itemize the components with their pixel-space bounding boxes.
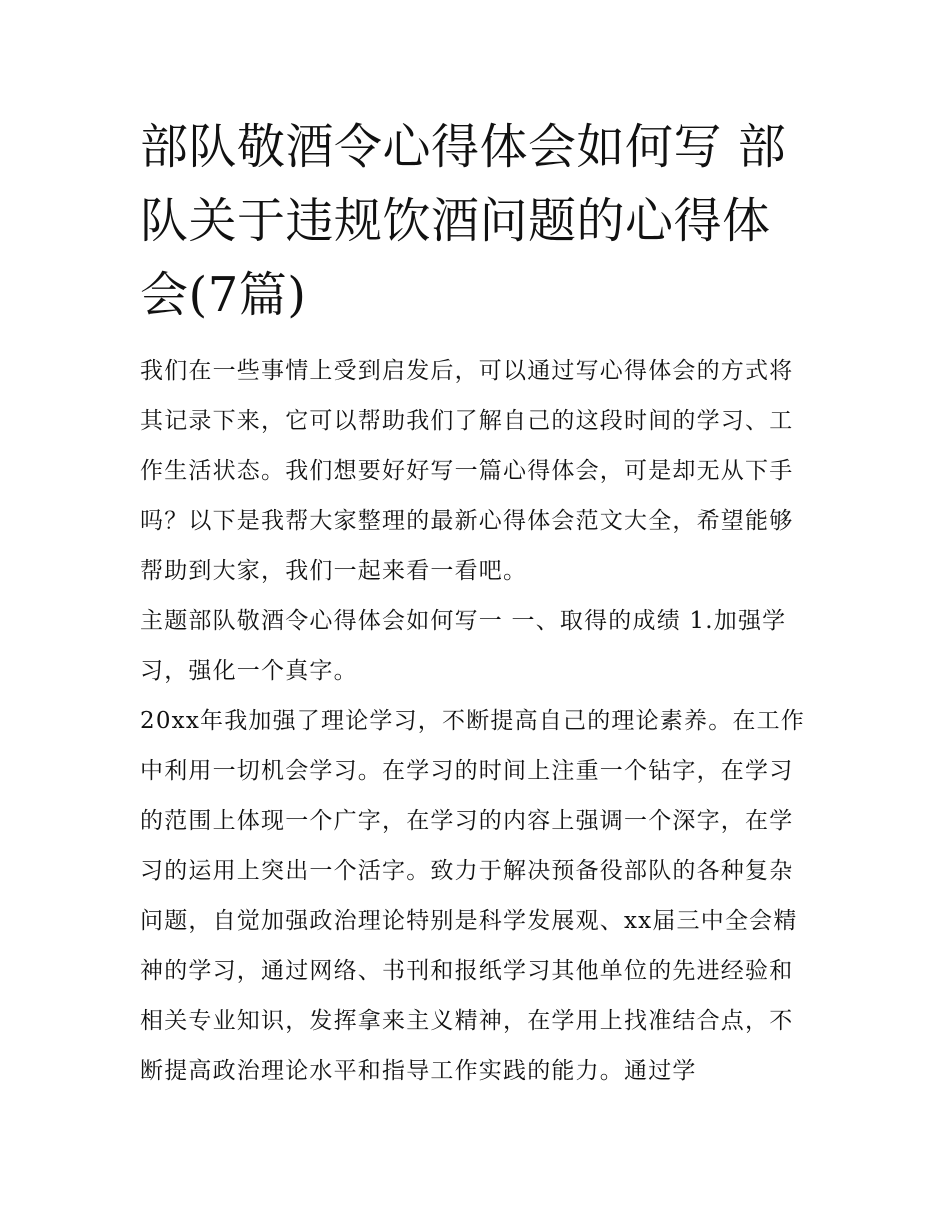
intro-paragraph: 我们在一些事情上受到启发后，可以通过写心得体会的方式将其记录下来，它可以帮助我们了解自己的这段时间的学习、工作生活状态。我们想要好好写一篇心得体会，可是却无从下手吗？以下是我帮大家整理的最新心得体会范文大全，希望能够帮助到大家，我们一起来看一看吧。	[140, 358, 794, 584]
body-paragraph: 20xx年我加强了理论学习，不断提高自己的理论素养。在工作中利用一切机会学习。在学习的时间上注重一个钻字，在学习的范围上体现一个广字，在学习的内容上强调一个深字，在学习的运用上突出一个活字。致力于解决预备役部队的各种复杂问题，自觉加强政治理论特别是科学发展观、xx届三中全会精神的学习，通过网络、书刊和报纸学习其他单位的先进经验和相关专业知识，发挥拿来主义精神，在学用上找准结合点，不断提高政治理论水平和指导工作实践的能力。通过学	[140, 708, 806, 1084]
document-title: 部队敬酒令心得体会如何写 部队关于违规饮酒问题的心得体会(7篇)	[140, 119, 787, 323]
section-heading-paragraph: 主题部队敬酒令心得体会如何写一 一、取得的成绩 1.加强学习，强化一个真字。	[140, 608, 787, 684]
document-body	[140, 110, 812, 1096]
